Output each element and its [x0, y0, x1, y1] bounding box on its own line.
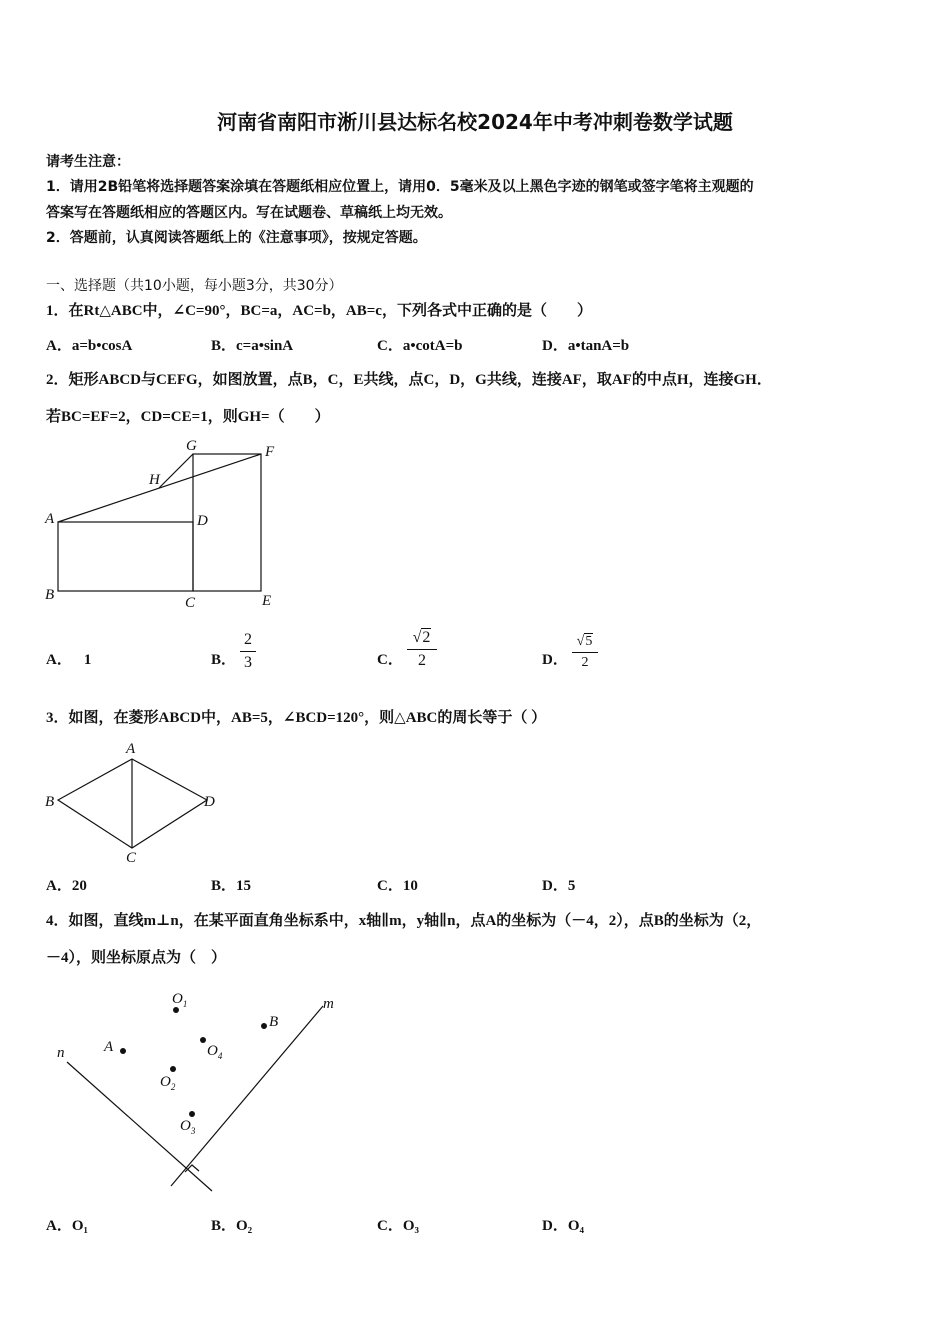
- q1-stem: 1．在Rt△ABC中，∠C=90°，BC=a，AC=b，AB=c，下列各式中正确的是（ ）: [46, 303, 592, 319]
- fraction-numerator: 2: [244, 631, 252, 648]
- q3-stem: 3．如图，在菱形ABCD中，AB=5，∠BCD=120°，则△ABC的周长等于（ ）: [46, 710, 547, 726]
- line-m: [171, 1006, 323, 1186]
- q2-option-a: [46, 650, 91, 670]
- point-o3: [189, 1111, 195, 1117]
- q2-figure: [40, 432, 290, 612]
- page-title: 河南省南阳市淅川县达标名校2024年中考冲刺卷数学试题: [217, 110, 733, 134]
- q2-option-d-label: D．: [542, 652, 568, 668]
- sqrt-sign: √: [412, 629, 422, 646]
- label-o4: $O_4$: [207, 1043, 223, 1061]
- q2-option-b-label: B．: [211, 652, 237, 668]
- q2-option-c-label: C．: [377, 652, 403, 668]
- label-a: A: [126, 741, 136, 757]
- label-d: D: [204, 794, 215, 810]
- label-n: n: [57, 1045, 65, 1061]
- point-b: [261, 1023, 267, 1029]
- label-o2: $O_2$: [160, 1074, 176, 1092]
- fraction-denominator: 3: [244, 654, 252, 671]
- q4-option-c: C．O₃: [377, 1218, 419, 1234]
- q4-option-d: D．O₄: [542, 1218, 584, 1234]
- q1-option-a: A．a=b•cosA: [46, 338, 133, 354]
- q2-option-c-fraction: [407, 628, 437, 671]
- label-f: F: [265, 444, 275, 460]
- q1-option-d: D．a•tanA=b: [542, 338, 630, 354]
- label-d: D: [197, 513, 208, 529]
- label-o1: $O_1$: [172, 991, 188, 1009]
- label-b: B: [269, 1014, 279, 1030]
- q4-option-a: A．O₁: [46, 1218, 88, 1234]
- q2-option-d-fraction: [572, 633, 598, 672]
- point-o1: [173, 1007, 179, 1013]
- q3-figure: [40, 738, 230, 868]
- q4-stem-line-1: 4．如图，直线m⊥n，在某平面直角坐标系中，x轴∥m，y轴∥n，点A的坐标为（－4，2），点B的坐标为（2，: [46, 913, 762, 929]
- q2-option-b-fraction: [240, 630, 256, 673]
- label-c: C: [126, 850, 137, 866]
- q1-option-b: B．c=a•sinA: [211, 338, 294, 354]
- label-b: B: [45, 794, 55, 810]
- point-o2: [170, 1066, 176, 1072]
- section-heading: 一、选择题（共10小题，每小题3分，共30分）: [46, 278, 343, 294]
- fraction-denominator: 2: [581, 655, 589, 670]
- q4-stem-line-2: －4），则坐标原点为（ ）: [46, 950, 227, 966]
- label-a: A: [45, 511, 55, 527]
- label-h: H: [149, 472, 160, 488]
- q2-option-a-value: 1: [83, 652, 92, 668]
- point-a: [120, 1048, 126, 1054]
- q3-option-d: D．5: [542, 878, 576, 894]
- notice-heading: 请考生注意：: [46, 154, 130, 170]
- sqrt-sign: √: [576, 634, 585, 649]
- notice-line-1: 1．请用2B铅笔将选择题答案涂填在答题纸相应位置上，请用0．5毫米及以上黑色字迹的钢笔或签字笔将主观题的: [46, 179, 754, 195]
- q2-stem-line-2: 若BC=EF=2，CD=CE=1，则GH=（ ）: [46, 409, 330, 425]
- radicand: 2: [422, 629, 431, 646]
- q2-stem-line-1: 2．矩形ABCD与CEFG，如图放置，点B，C，E共线，点C，D，G共线，连接AF，取AF的中点H，连接GH．: [46, 372, 772, 388]
- notice-line-2: 答案写在答题纸相应的答题区内。写在试题卷、草稿纸上均无效。: [46, 205, 452, 221]
- label-a: A: [104, 1039, 114, 1055]
- point-o4: [200, 1037, 206, 1043]
- q4-figure: [40, 985, 350, 1200]
- notice-line-3: 2．答题前，认真阅读答题纸上的《注意事项》，按规定答题。: [46, 230, 427, 246]
- label-b: B: [45, 587, 55, 603]
- label-o3: $O_3$: [180, 1118, 196, 1136]
- label-e: E: [262, 593, 272, 609]
- q1-option-c: C．a•cotA=b: [377, 338, 463, 354]
- q2-option-a-label: A．: [46, 652, 72, 668]
- label-c: C: [185, 595, 196, 611]
- label-m: m: [323, 996, 334, 1012]
- radicand: 5: [585, 634, 593, 649]
- fraction-denominator: 2: [418, 652, 426, 669]
- q3-option-b: B．15: [211, 878, 252, 894]
- rectangle-abcd: [58, 522, 193, 591]
- q3-option-c: C．10: [377, 878, 418, 894]
- label-g: G: [186, 438, 197, 454]
- q3-option-a: A．20: [46, 878, 87, 894]
- q4-option-b: B．O₂: [211, 1218, 253, 1234]
